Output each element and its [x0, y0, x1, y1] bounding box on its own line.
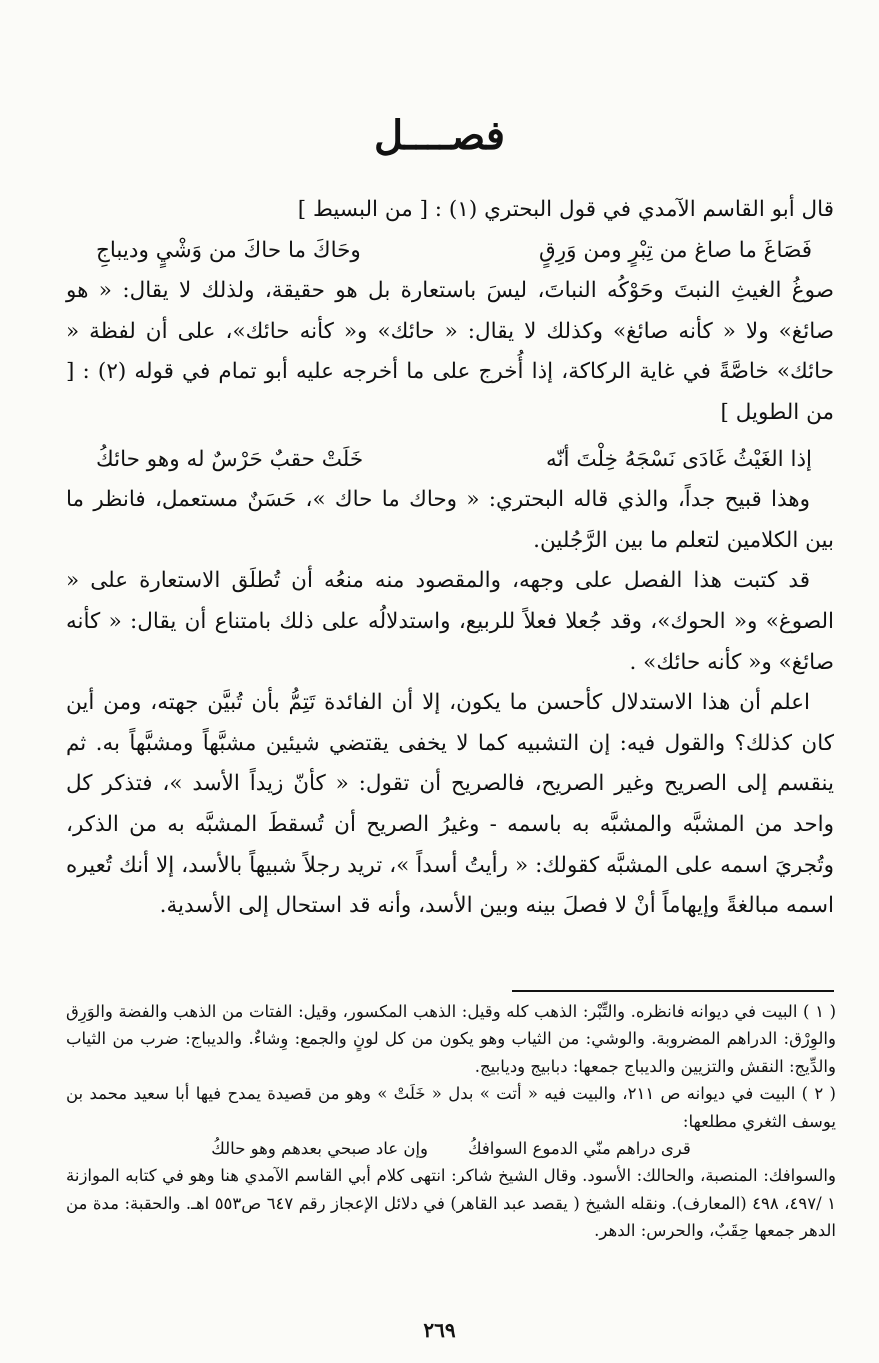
- footnote-2-intro: ( ٢ ) البيت في ديوانه ص ٢١١، والبيت فيه « أتت » بدل « خَلَتْ » وهو من قصيدة يمدح فيها أبا سعيد محمد بن يوسف الثغري مطلعها:: [66, 1084, 836, 1131]
- paragraph-3: قد كتبت هذا الفصل على وجهه، والمقصود منه منعُه أن تُطلَق الاستعارة على « الصوغ» و« الحوك»، وقد جُعلا فعلاً للربيع، واستدلالُه على ذلك بامتناع أن يقال: « كأنه صائغ» و« كأنه حائك» .: [66, 568, 834, 675]
- verse-second-hemistich: خَلَتْ حقبٌ حَرْسٌ له وهو حائكُ: [96, 446, 364, 472]
- footnote-1: ( ١ ) البيت في ديوانه فانظره. والتِّبْر: الذهب كله وقيل: الذهب المكسور، وقيل: الفتات من الذهب والفضة والوَرِق والوِرْق: الدراهم المضروبة. والوشي: من الثياب وهو يكون من كل لونٍ والجمع: وِشاءٌ. والديباج: ضرب من الثياب والدِّيج: النقش والتزيين والديباج جمعها: دبابيج وديابيج.: [66, 1002, 837, 1076]
- paragraph-1: صوغُ الغيثِ النبتَ وحَوْكُه النباتَ، ليسَ باستعارة بل هو حقيقة، ولذلك لا يقال: « هو صائغ» ولا « كأنه صائغ» وكذلك لا يقال: « حائك» و« كأنه حائك»، على أن لفظة « حائك» خاصَّةً في غاية الركاكة، إذا أُخرج على ما أخرجه عليه أبو تمام في قوله (٢) : [ من الطويل ]: [66, 278, 834, 425]
- footnote-verse: [66, 1135, 836, 1162]
- main-text: [66, 190, 834, 927]
- verse-first-hemistich: إذا الغَيْثُ غَادَى نَسْجَهُ خِلْتَ أنّه: [546, 446, 812, 472]
- page-number: ٢٦٩: [423, 1318, 456, 1342]
- verse-abu-tammam: [66, 440, 834, 481]
- paragraph-4: اعلم أن هذا الاستدلال كأحسن ما يكون، إلا أن الفائدة تَتِمُّ بأن تُبيَّن جهته، ومن أين كان كذلك؟ والقول فيه: إن التشبيه كما لا يخفى يقتضي شيئين مشبَّهاً ومشبَّهاً به. ثم ينقسم إلى الصريح وغير الصريح، فالصريح أن تقول: « كأنّ زيداً الأسد »، فتذكر كل واحد من المشبَّه والمشبَّه به باسمه - وغيرُ الصريح أن تُسقطَ المشبَّه به من الذكر، وتُجريَ اسمه على المشبَّه كقولك: « رأيتُ أسداً »، تريد رجلاً شبيهاً بالأسد، إلا أنك تُعيره اسمه مبالغةً وإيهاماً أنْ لا فصلَ بينه وبين الأسد، وأنه قد استحال إلى الأسدية.: [66, 690, 834, 919]
- intro-line: قال أبو القاسم الآمدي في قول البحتري (١) : [ من البسيط ]: [297, 197, 834, 222]
- footnotes: [66, 998, 836, 1245]
- footnote-2-rest: والسوافك: المنصبة، والحالك: الأسود. وقال الشيخ شاكر: انتهى كلام أبي القاسم الآمدي هنا وهو في كتابه الموازنة ١ /٤٩٧، ٤٩٨ (المعارف). ونقله الشيخ ( يقصد عبد القاهر) في دلائل الإعجاز رقم ٦٤٧ ص٥٥٣ اهـ. والحقبة: مدة من الدهر جمعها حِقَبٌ، والحرس: الدهر.: [66, 1166, 836, 1241]
- footnote-divider: [512, 990, 834, 992]
- footnote-verse-first: قرى دراهم منّي الدموع السوافكُ: [468, 1139, 691, 1159]
- paragraph-2: وهذا قبيح جداً، والذي قاله البحتري: « وحاك ما حاك »، حَسَنٌ مستعمل، فانظر ما بين الكلامين لتعلم ما بين الرَّجُلين.: [66, 487, 834, 553]
- footnote-verse-second: وإن عاد صبحي بعدهم وهو حالكُ: [211, 1139, 429, 1159]
- section-title: فصــــل: [374, 112, 505, 159]
- verse-second-hemistich: وحَاكَ ما حاكَ من وَشْيٍ وديباجِ: [96, 237, 361, 263]
- verse-first-hemistich: فَصَاغَ ما صاغ من تِبْرٍ ومن وَرِقٍ: [539, 237, 812, 263]
- verse-bohtori: [66, 231, 834, 272]
